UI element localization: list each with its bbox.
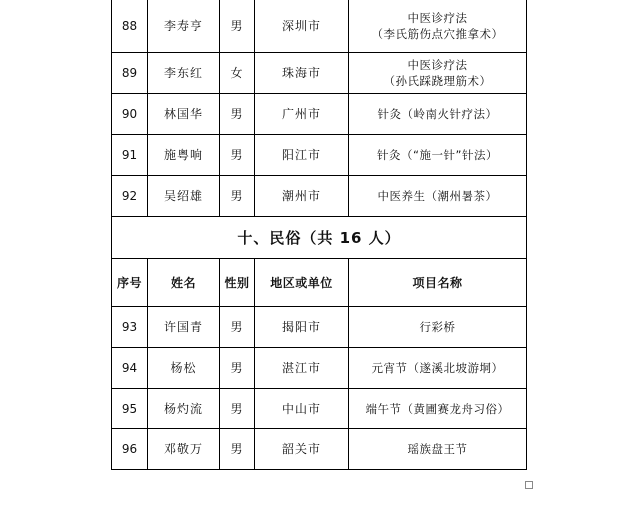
header-gender: 性别	[220, 259, 255, 307]
person-gender: 男	[220, 176, 255, 217]
table-resize-handle[interactable]	[525, 481, 533, 489]
project-name: 中医养生（潮州暑茶）	[349, 176, 527, 217]
table-row	[112, 0, 527, 53]
section-count: （共 16 人）	[301, 228, 401, 247]
person-name: 李东红	[148, 53, 220, 94]
table-row	[112, 389, 527, 429]
person-gender: 女	[220, 53, 255, 94]
person-region: 广州市	[255, 94, 349, 135]
person-region: 阳江市	[255, 135, 349, 176]
table-row	[112, 348, 527, 389]
table-row	[112, 176, 527, 217]
project-name: 瑶族盘王节	[349, 429, 527, 470]
row-number: 93	[112, 307, 148, 348]
person-name: 林国华	[148, 94, 220, 135]
project-name: 行彩桥	[349, 307, 527, 348]
person-region: 韶关市	[255, 429, 349, 470]
person-region: 珠海市	[255, 53, 349, 94]
person-gender: 男	[220, 0, 255, 53]
header-region: 地区或单位	[255, 259, 349, 307]
section-heading-row	[112, 217, 527, 259]
row-number: 92	[112, 176, 148, 217]
section-title: 十、民俗	[237, 228, 302, 247]
person-name: 杨灼流	[148, 389, 220, 429]
row-number: 94	[112, 348, 148, 389]
project-name: 针灸（岭南火针疗法）	[349, 94, 527, 135]
header-name: 姓名	[148, 259, 220, 307]
project-name: 针灸（“施一针”针法）	[349, 135, 527, 176]
person-name: 李寿亨	[148, 0, 220, 53]
person-gender: 男	[220, 94, 255, 135]
project-name: 中医诊疗法 （李氏筋伤点穴推拿术）	[349, 0, 527, 53]
person-name: 许国青	[148, 307, 220, 348]
person-name: 杨松	[148, 348, 220, 389]
section-heading	[112, 217, 527, 259]
table-row	[112, 307, 527, 348]
table-row	[112, 53, 527, 94]
project-name: 元宵节（遂溪北坡游垌）	[349, 348, 527, 389]
row-number: 91	[112, 135, 148, 176]
person-region: 湛江市	[255, 348, 349, 389]
person-region: 潮州市	[255, 176, 349, 217]
row-number: 90	[112, 94, 148, 135]
person-gender: 男	[220, 307, 255, 348]
table-row	[112, 135, 527, 176]
project-name: 中医诊疗法 （孙氏踩跷理筋术）	[349, 53, 527, 94]
table-row	[112, 94, 527, 135]
row-number: 96	[112, 429, 148, 470]
person-region: 中山市	[255, 389, 349, 429]
inheritor-table	[111, 0, 527, 470]
person-name: 邓敬万	[148, 429, 220, 470]
row-number: 88	[112, 0, 148, 53]
person-gender: 男	[220, 348, 255, 389]
header-project: 项目名称	[349, 259, 527, 307]
table-header-row	[112, 259, 527, 307]
person-gender: 男	[220, 429, 255, 470]
person-name: 吴绍雄	[148, 176, 220, 217]
person-region: 深圳市	[255, 0, 349, 53]
project-name: 端午节（黄圃赛龙舟习俗）	[349, 389, 527, 429]
person-region: 揭阳市	[255, 307, 349, 348]
person-gender: 男	[220, 389, 255, 429]
person-gender: 男	[220, 135, 255, 176]
table-row	[112, 429, 527, 470]
row-number: 89	[112, 53, 148, 94]
row-number: 95	[112, 389, 148, 429]
header-number: 序号	[112, 259, 148, 307]
person-name: 施粤响	[148, 135, 220, 176]
